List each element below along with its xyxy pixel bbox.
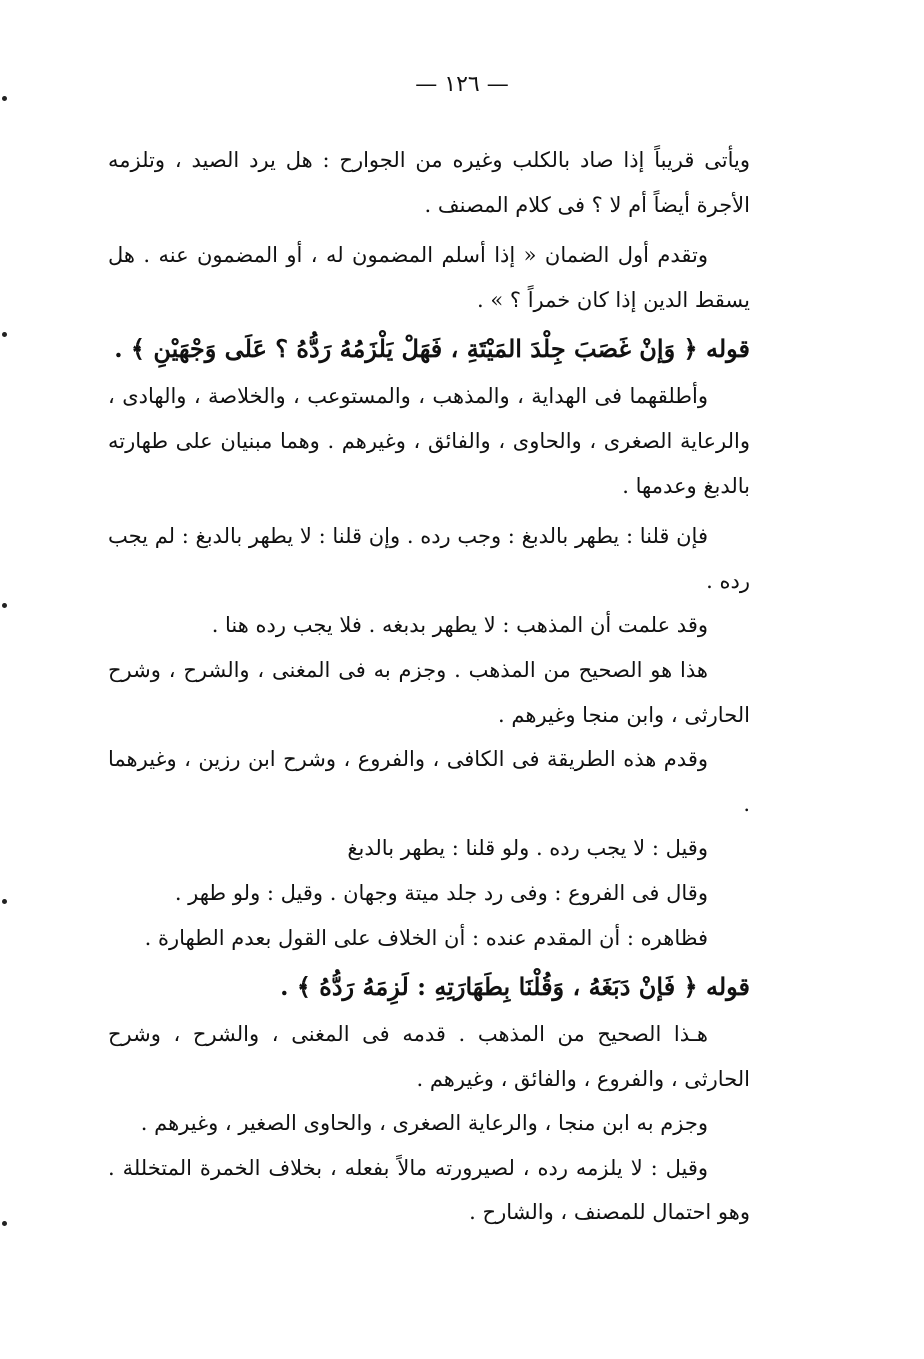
paragraph: هـذا الصحيح من المذهب . قدمه فى المغنى ، والشرح ، وشرح الحارثى ، والفروع ، والفائق ، وغيرهم . <box>108 1022 750 1091</box>
page-body <box>108 138 750 1235</box>
paragraph: وجزم به ابن منجا ، والرعاية الصغرى ، والحاوى الصغير ، وغيرهم . <box>140 1111 708 1136</box>
paragraph: فإن قلنا : يطهر بالدبغ : وجب رده . وإن قلنا : لا يطهر بالدبغ : لم يجب رده . <box>108 524 750 593</box>
paragraph: وقيل : لا يجب رده . ولو قلنا : يطهر بالدبغ <box>347 836 708 861</box>
paragraph: وأطلقهما فى الهداية ، والمذهب ، والمستوعب ، والخلاصة ، والهادى ، والرعاية الصغرى ، والحاوى ، والفائق ، وغيرهم . وهما مبنيان على طهارته بالدبغ وعدمها . <box>108 384 750 498</box>
binding-mark <box>2 1221 7 1226</box>
binding-mark <box>2 96 7 101</box>
paragraph: ويأتى قريباً إذا صاد بالكلب وغيره من الجوارح : هل يرد الصيد ، وتلزمه الأجرة أيضاً أم لا ؟ فى كلام المصنف . <box>108 148 750 217</box>
binding-mark <box>2 332 7 337</box>
binding-mark <box>2 899 7 904</box>
paragraph: فظاهره : أن المقدم عنده : أن الخلاف على القول بعدم الطهارة . <box>144 925 708 950</box>
binding-mark <box>2 603 7 608</box>
paragraph: وقد علمت أن المذهب : لا يطهر بدبغه . فلا يجب رده هنا . <box>211 613 708 638</box>
section-heading: قوله ﴿ وَإنْ غَصَبَ جِلْدَ المَيْتَةِ ، فَهَلْ يَلْزَمُهُ رَدُّهُ ؟ عَلَى وَجْهَيْنِ ﴾ . <box>114 334 750 364</box>
paragraph: وقال فى الفروع : وفى رد جلد ميتة وجهان . وقيل : ولو طهر . <box>174 880 708 905</box>
paragraph: وقدم هذه الطريقة فى الكافى ، والفروع ، وشرح ابن رزين ، وغيرهما . <box>108 747 750 816</box>
paragraph: وتقدم أول الضمان « إذا أسلم المضمون له ، أو المضمون عنه . هل يسقط الدين إذا كان خمراً ؟ » . <box>108 243 750 312</box>
paragraph: هذا هو الصحيح من المذهب . وجزم به فى المغنى ، والشرح ، وشرح الحارثى ، وابن منجا وغيرهم . <box>108 657 750 727</box>
section-heading: قوله ﴿ فَإنْ دَبَغَهُ ، وَقُلْنَا بِطَهَارَتِهِ : لَزِمَهُ رَدُّهُ ﴾ . <box>280 972 750 1002</box>
page-number: — ١٢٦ — <box>415 72 509 97</box>
paragraph: وقيل : لا يلزمه رده ، لصيرورته مالاً بفعله ، بخلاف الخمرة المتخللة . وهو احتمال للمصنف ، والشارح . <box>108 1155 750 1225</box>
